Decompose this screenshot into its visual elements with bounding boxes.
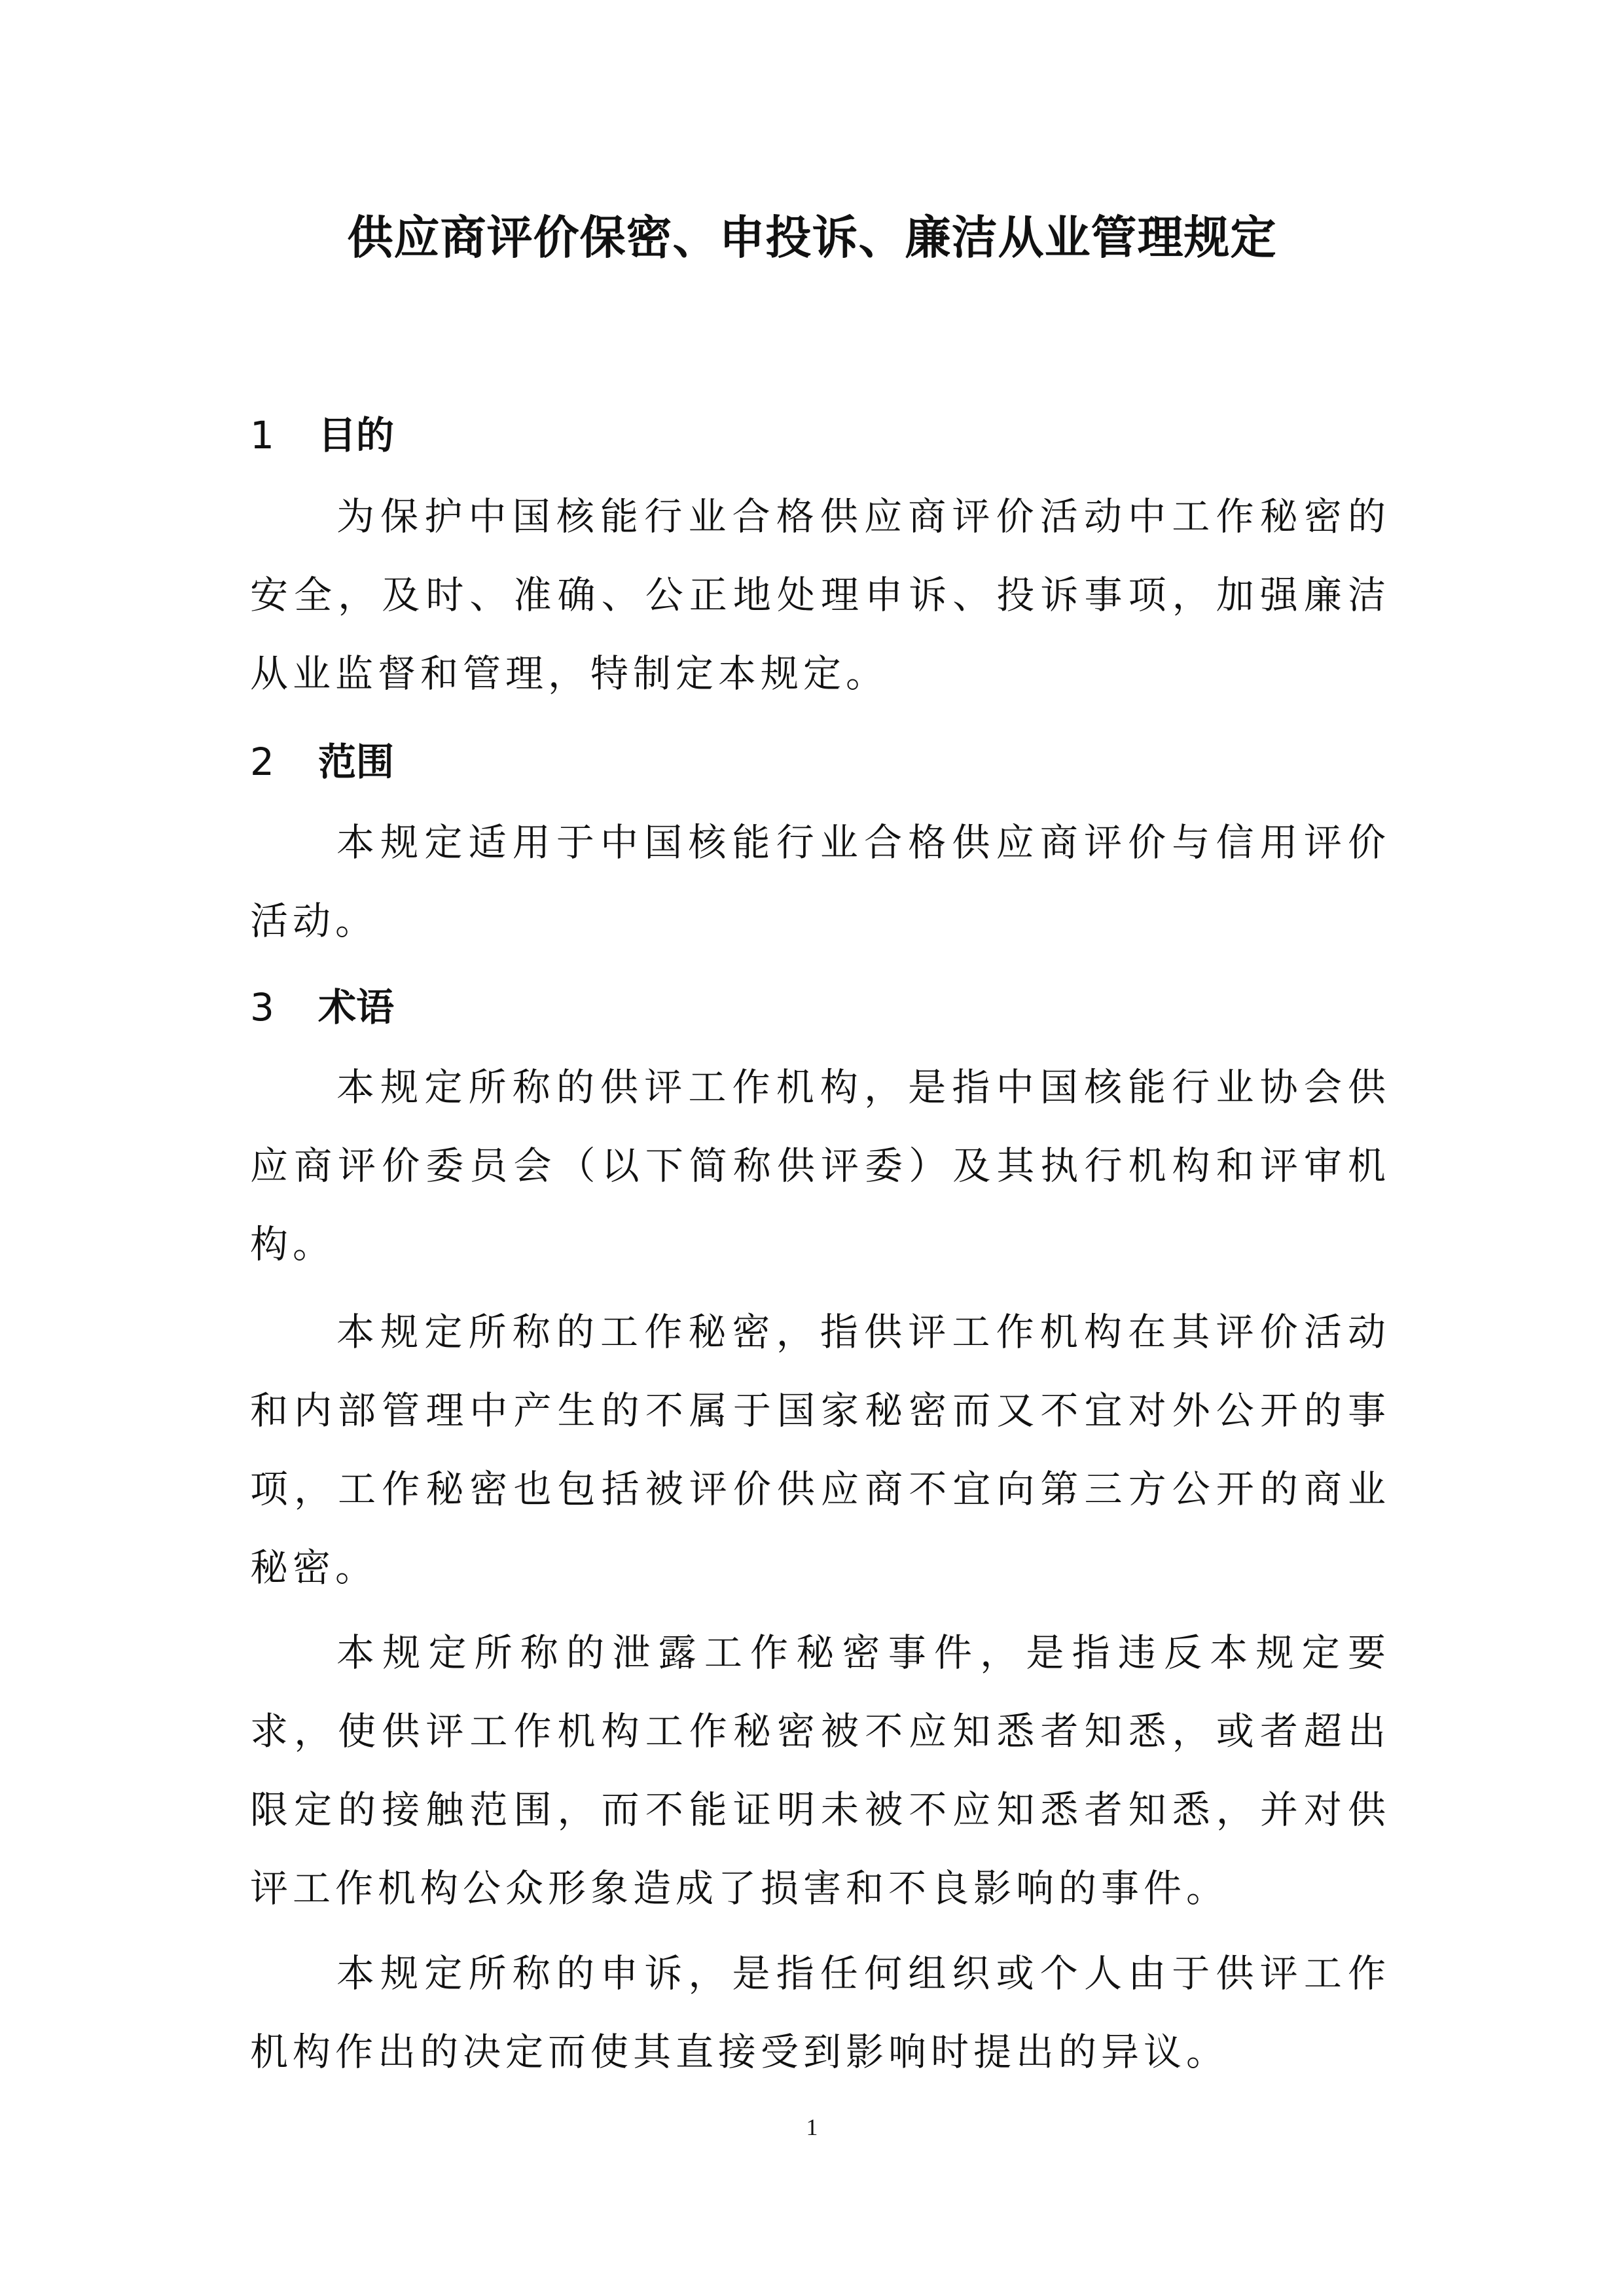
paragraph-purpose: 为保护中国核能行业合格供应商评价活动中工作秘密的安全，及时、准确、公正地处理申诉、投诉事项，加强廉洁从业监督和管理，特制定本规定。	[250, 494, 1390, 696]
page-number: 1	[806, 2114, 818, 2140]
section-title: 目的	[318, 413, 395, 457]
section-heading-scope	[250, 736, 394, 788]
section-heading-purpose	[250, 409, 394, 461]
paragraph-term-institution: 本规定所称的供评工作机构，是指中国核能行业协会供应商评价委员会（以下简称供评委）及其执行机构和评审机构。	[250, 1065, 1390, 1266]
section-title: 范围	[318, 740, 395, 784]
section-number: 1	[250, 413, 274, 457]
section-heading-terms	[250, 981, 394, 1033]
document-title: 供应商评价保密、申投诉、廉洁从业管理规定	[347, 211, 1277, 264]
section-title: 术语	[318, 985, 395, 1030]
paragraph-term-work-secret: 本规定所称的工作秘密，指供评工作机构在其评价活动和内部管理中产生的不属于国家秘密而又不宜对外公开的事项，工作秘密也包括被评价供应商不宜向第三方公开的商业秘密。	[250, 1310, 1390, 1590]
paragraph-term-leak-event: 本规定所称的泄露工作秘密事件，是指违反本规定要求，使供评工作机构工作秘密被不应知悉者知悉，或者超出限定的接触范围，而不能证明未被不应知悉者知悉，并对供评工作机构公众形象造成了损害和不良影响的事件。	[250, 1630, 1390, 1910]
paragraph-scope: 本规定适用于中国核能行业合格供应商评价与信用评价活动。	[250, 820, 1390, 943]
section-number: 3	[250, 985, 274, 1030]
section-number: 2	[250, 740, 274, 784]
paragraph-term-appeal: 本规定所称的申诉，是指任何组织或个人由于供评工作机构作出的决定而使其直接受到影响时提出的异议。	[250, 1951, 1390, 2074]
